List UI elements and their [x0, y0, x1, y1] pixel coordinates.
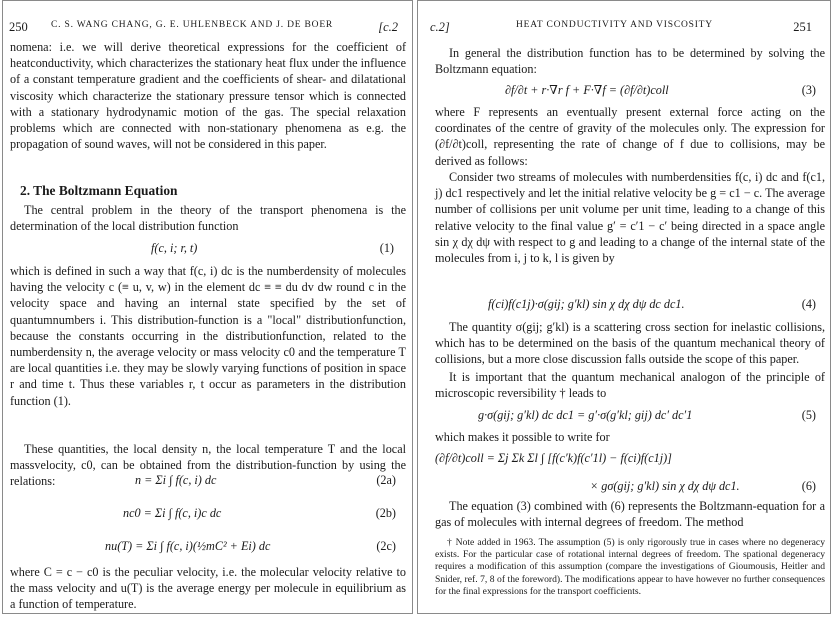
- section-heading: 2. The Boltzmann Equation: [20, 183, 178, 198]
- left-running-head: C. S. WANG CHANG, G. E. UHLENBECK AND J. DE BOER: [51, 20, 334, 30]
- equation-6-number: (6): [801, 479, 816, 493]
- equation-2c-number: (2c): [376, 539, 396, 553]
- paragraph-peculiar-velocity: where C = c − c0 is the peculiar velocity, i.e. the molecular velocity relative to the mass velocity and u(T) is the average energy per molecule in equilibrium as a function of temperature.: [10, 565, 406, 612]
- equation-1: f(c, i; r, t): [151, 241, 198, 255]
- paragraph-cross-section: The quantity σ(gij; g′kl) is a scattering cross section for inelastic collisions, which has to be determined on the basis of the quantum mechanical theory of collisions, but a more close discussion falls outside the scope of this paper.: [435, 320, 825, 367]
- paragraph-two-streams: Consider two streams of molecules with numberdensities f(c, i) dc and f(c1, j) dc1 respectively and let the initial relative velocity be g = c1 − c. The average number of collisions per unit volume per unit time, leading to a change of this relative velocity to the final value g′ = c′1 − c′ being directed in a space angle sin χ dχ dψ with respect to g and leading to a change of the internal state of the molecules from i, j to k, l is given by: [435, 170, 825, 266]
- equation-3: ∂f/∂t + r·∇r f + F·∇f = (∂f/∂t)coll: [505, 83, 669, 97]
- equation-1-number: (1): [379, 241, 394, 255]
- right-page-number: 251: [793, 20, 812, 34]
- left-chapter-ref: [c.2: [378, 20, 398, 34]
- equation-4: f(ci)f(c1j)·σ(gij; g′kl) sin χ dχ dψ dc dc1.: [488, 297, 685, 311]
- equation-2a: n = Σi ∫ f(c, i) dc: [135, 473, 217, 487]
- equation-3-number: (3): [801, 83, 816, 97]
- equation-4-number: (4): [801, 297, 816, 311]
- paragraph-local-quantities: These quantities, the local density n, the local temperature T and the local massvelocity, c0, can be obtained from the distribution-function by using the relations:: [10, 442, 406, 489]
- equation-2c: nu(T) = Σi ∫ f(c, i)(½mC² + Ei) dc: [105, 539, 271, 553]
- equation-5: g·σ(gij; g′kl) dc dc1 = g′·σ(g′kl; gij) dc′ dc′1: [478, 408, 693, 422]
- paragraph-definition: which is defined in such a way that f(c, i) dc is the numberdensity of molecules having the velocity c (≡ u, v, w) in the element dc ≡ ≡ du dv dw round c in the velocity space and having an internal state specified by the set of quantumnumbers i. This distribution-function is a "local" distributionfunction, because the constants occurring in the distributionfunction, related to the numberdensity n, the average velocity or mass velocity c0 and the temperature T are local quantities i.e. they may be slowly varying functions of position in space r and time t. Thus these variables r, t occur as parameters in the distribution function (1).: [10, 264, 406, 408]
- equation-5-number: (5): [801, 408, 816, 422]
- equation-6-line-2: × gσ(gij; g′kl) sin χ dχ dψ dc1.: [590, 479, 740, 493]
- right-running-head: HEAT CONDUCTIVITY AND VISCOSITY: [516, 20, 713, 30]
- intro-paragraph: nomena: i.e. we will derive theoretical expressions for the coefficient of heatconductivity, which characterizes the stationary heat flux under the influence of a constant temperature gradient and the coefficients of shear- and dilatational viscosity which characterize the stationary pressure tensor which is connected with a stationary hydrodynamic motion of the gas. The special relaxation problems which are connected with non-stationary phenomena as e.g. the propagation of sound waves, will not be considered in this paper.: [10, 40, 406, 152]
- equation-6-line-1: (∂f/∂t)coll = Σj Σk Σl ∫ [f(c′k)f(c′1l) − f(ci)f(c1j)]: [435, 451, 672, 465]
- paragraph-general: In general the distribution function has to be determined by solving the Boltzmann equation:: [435, 46, 825, 77]
- equation-2a-number: (2a): [376, 473, 396, 487]
- footnote: † Note added in 1963. The assumption (5) is only rigorously true in cases where no degeneracy exists. For the particular case of rotational internal degrees of freedom. The spational degeneracy requires a modification of this assumption (compare the investigations of Gioumousis, Heitler and Snider, ref. 7, 8 of the foreword). The modifications appear to have however no further consequences for the final expressions for the transport coefficients.: [435, 537, 825, 597]
- paragraph-reversibility: It is important that the quantum mechanical analogon of the principle of microscopic reversibility † leads to: [435, 370, 825, 401]
- left-page-number: 250: [9, 20, 28, 34]
- paragraph-boltzmann-equation: The equation (3) combined with (6) represents the Boltzmann-equation for a gas of molecules with internal degrees of freedom. The method: [435, 499, 825, 530]
- left-page: [2, 0, 413, 614]
- right-chapter-ref: c.2]: [430, 20, 450, 34]
- paragraph-external-force: where F represents an eventually present external force acting on the coordinates of the centre of gravity of the molecules only. The expression for (∂f/∂t)coll, representing the rate of change of f due to collisions, may be derived as follows:: [435, 105, 825, 168]
- equation-2b-number: (2b): [375, 506, 396, 520]
- equation-2b: nc0 = Σi ∫ f(c, i)c dc: [123, 506, 222, 520]
- paragraph-makes-possible: which makes it possible to write for: [435, 430, 610, 444]
- right-page: [417, 0, 831, 614]
- paragraph-central-problem: The central problem in the theory of the transport phenomena is the determination of the local distribution function: [10, 203, 406, 234]
